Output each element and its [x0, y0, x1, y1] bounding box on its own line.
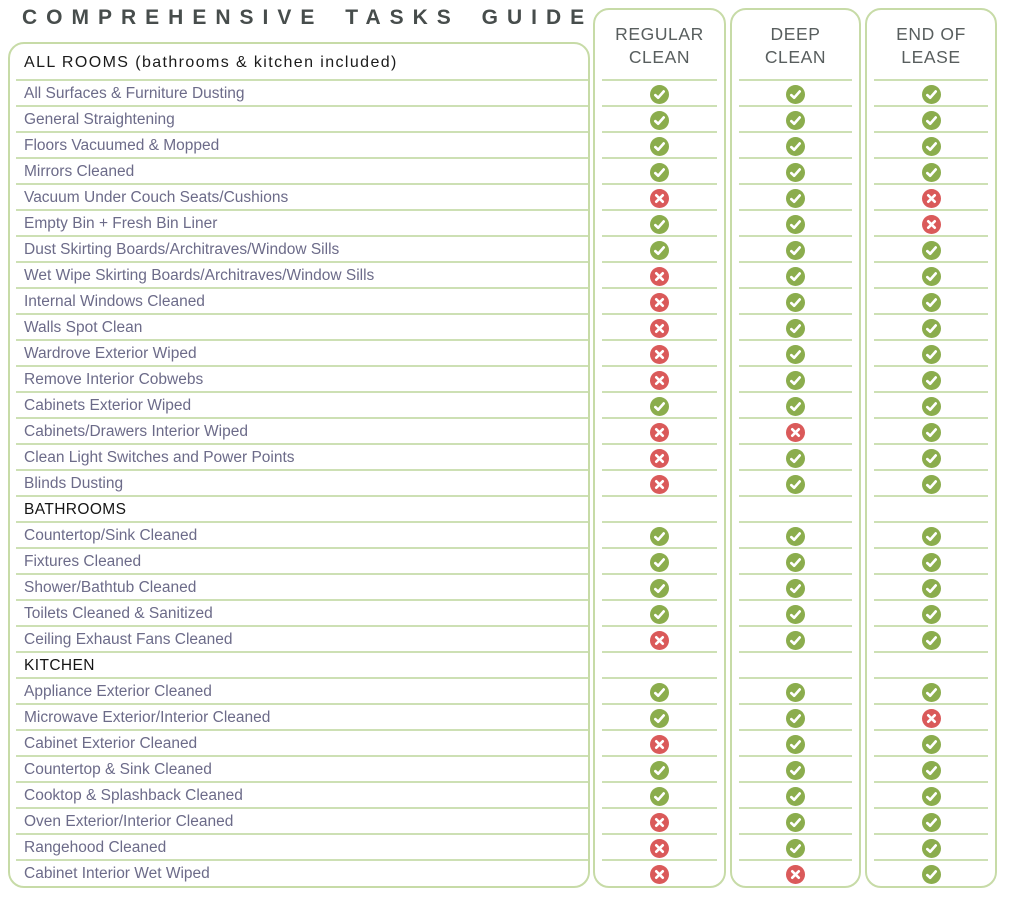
check-circle-icon — [786, 111, 805, 130]
check-circle-icon — [922, 579, 941, 598]
mark-cell — [595, 627, 724, 653]
cross-circle-icon — [650, 839, 669, 858]
check-circle-icon — [786, 371, 805, 390]
check-circle-icon — [650, 137, 669, 156]
mark-cell — [867, 471, 995, 497]
cross-circle-icon — [650, 345, 669, 364]
mark-cell — [595, 757, 724, 783]
mark-cell — [867, 601, 995, 627]
check-circle-icon — [786, 189, 805, 208]
check-circle-icon — [922, 111, 941, 130]
task-label: Cabinet Exterior Cleaned — [24, 735, 198, 752]
mark-cell — [732, 757, 859, 783]
mark-cell — [732, 549, 859, 575]
column-header-line: REGULAR — [615, 24, 704, 45]
task-row — [10, 263, 588, 289]
task-row — [10, 107, 588, 133]
task-label: Dust Skirting Boards/Architraves/Window Sills — [24, 241, 340, 258]
check-circle-icon — [786, 683, 805, 702]
mark-cell — [867, 445, 995, 471]
mark-cell — [732, 783, 859, 809]
section-row — [10, 653, 588, 679]
task-label: Rangehood Cleaned — [24, 839, 167, 856]
mark-cell — [732, 653, 859, 679]
mark-cell — [595, 471, 724, 497]
mark-cell — [732, 861, 859, 887]
check-circle-icon — [922, 137, 941, 156]
cross-circle-icon — [922, 215, 941, 234]
task-row — [10, 289, 588, 315]
mark-cell — [595, 263, 724, 289]
mark-cell — [867, 211, 995, 237]
mark-cell — [867, 107, 995, 133]
task-label: Cabinet Interior Wet Wiped — [24, 865, 210, 882]
check-circle-icon — [922, 735, 941, 754]
task-label: Toilets Cleaned & Sanitized — [24, 605, 213, 622]
mark-cell — [595, 679, 724, 705]
mark-cell — [867, 783, 995, 809]
cross-circle-icon — [650, 423, 669, 442]
mark-cell — [595, 289, 724, 315]
column-header-line: LEASE — [901, 46, 961, 67]
mark-cell — [867, 497, 995, 523]
column-header-regular-clean — [595, 10, 724, 81]
mark-cell — [867, 679, 995, 705]
check-circle-icon — [922, 397, 941, 416]
task-row — [10, 757, 588, 783]
cross-circle-icon — [650, 189, 669, 208]
cross-circle-icon — [650, 865, 669, 884]
cross-circle-icon — [650, 449, 669, 468]
mark-cell — [595, 497, 724, 523]
check-circle-icon — [650, 761, 669, 780]
task-row — [10, 315, 588, 341]
mark-cell — [732, 601, 859, 627]
mark-cell — [732, 393, 859, 419]
check-circle-icon — [786, 553, 805, 572]
mark-cell — [595, 835, 724, 861]
task-row — [10, 679, 588, 705]
mark-cell — [595, 211, 724, 237]
mark-cell — [732, 419, 859, 445]
task-label: Fixtures Cleaned — [24, 553, 142, 570]
task-row — [10, 549, 588, 575]
check-circle-icon — [922, 865, 941, 884]
check-circle-icon — [786, 709, 805, 728]
task-label: Walls Spot Clean — [24, 319, 143, 336]
mark-cell — [867, 705, 995, 731]
check-circle-icon — [922, 423, 941, 442]
column-header-line: END OF — [896, 24, 966, 45]
mark-cell — [732, 367, 859, 393]
column-end-of-lease — [865, 8, 997, 888]
mark-cell — [732, 107, 859, 133]
task-row — [10, 471, 588, 497]
mark-cell — [732, 211, 859, 237]
check-circle-icon — [922, 293, 941, 312]
task-row — [10, 341, 588, 367]
mark-cell — [867, 263, 995, 289]
column-deep-clean — [730, 8, 861, 888]
task-row — [10, 185, 588, 211]
task-row — [10, 835, 588, 861]
mark-cell — [732, 731, 859, 757]
mark-cell — [867, 627, 995, 653]
task-label: Ceiling Exhaust Fans Cleaned — [24, 631, 233, 648]
task-row — [10, 393, 588, 419]
section-label: KITCHEN — [24, 657, 95, 674]
mark-cell — [867, 393, 995, 419]
task-label: General Straightening — [24, 111, 175, 128]
task-row — [10, 783, 588, 809]
task-label: Clean Light Switches and Power Points — [24, 449, 295, 466]
mark-cell — [595, 861, 724, 887]
mark-cell — [595, 185, 724, 211]
mark-cell — [732, 523, 859, 549]
check-circle-icon — [922, 553, 941, 572]
task-label: Wet Wipe Skirting Boards/Architraves/Window Sills — [24, 267, 375, 284]
cross-circle-icon — [650, 735, 669, 754]
cross-circle-icon — [650, 267, 669, 286]
mark-cell — [867, 367, 995, 393]
check-circle-icon — [922, 683, 941, 702]
mark-cell — [732, 81, 859, 107]
check-circle-icon — [650, 215, 669, 234]
mark-cell — [867, 237, 995, 263]
check-circle-icon — [922, 319, 941, 338]
check-circle-icon — [786, 787, 805, 806]
check-circle-icon — [922, 787, 941, 806]
mark-cell — [732, 289, 859, 315]
check-circle-icon — [922, 163, 941, 182]
check-circle-icon — [786, 813, 805, 832]
task-label: Wardrove Exterior Wiped — [24, 345, 197, 362]
cross-circle-icon — [650, 813, 669, 832]
mark-cell — [732, 315, 859, 341]
cross-circle-icon — [786, 865, 805, 884]
check-circle-icon — [786, 293, 805, 312]
check-circle-icon — [786, 839, 805, 858]
check-circle-icon — [786, 319, 805, 338]
mark-cell — [732, 809, 859, 835]
task-row — [10, 575, 588, 601]
section-row — [10, 497, 588, 523]
mark-cell — [867, 861, 995, 887]
mark-cell — [732, 835, 859, 861]
task-row — [10, 159, 588, 185]
mark-cell — [867, 185, 995, 211]
task-row — [10, 419, 588, 445]
mark-cell — [867, 835, 995, 861]
check-circle-icon — [650, 553, 669, 572]
mark-cell — [595, 341, 724, 367]
column-header-deep-clean — [732, 10, 859, 81]
mark-cell — [867, 341, 995, 367]
page-title: COMPREHENSIVE TASKS GUIDE — [22, 6, 594, 29]
cross-circle-icon — [650, 293, 669, 312]
mark-cell — [595, 133, 724, 159]
column-header-line: CLEAN — [764, 46, 827, 67]
task-row — [10, 523, 588, 549]
check-circle-icon — [650, 709, 669, 728]
cross-circle-icon — [922, 709, 941, 728]
task-row — [10, 809, 588, 835]
task-label: All Surfaces & Furniture Dusting — [24, 85, 245, 102]
task-row — [10, 731, 588, 757]
task-label: Blinds Dusting — [24, 475, 124, 492]
check-circle-icon — [922, 839, 941, 858]
mark-cell — [732, 471, 859, 497]
check-circle-icon — [650, 527, 669, 546]
mark-cell — [595, 159, 724, 185]
mark-cell — [867, 653, 995, 679]
mark-cell — [595, 315, 724, 341]
check-circle-icon — [786, 761, 805, 780]
mark-cell — [595, 367, 724, 393]
mark-rows-deep-clean — [732, 81, 859, 887]
task-row — [10, 445, 588, 471]
column-header-end-of-lease — [867, 10, 995, 81]
mark-cell — [732, 445, 859, 471]
mark-cell — [867, 809, 995, 835]
task-label: Shower/Bathtub Cleaned — [24, 579, 197, 596]
mark-cell — [595, 393, 724, 419]
check-circle-icon — [786, 579, 805, 598]
mark-cell — [732, 133, 859, 159]
mark-cell — [595, 237, 724, 263]
task-rows — [10, 81, 588, 887]
column-header-line: DEEP — [770, 24, 821, 45]
task-row — [10, 81, 588, 107]
task-row — [10, 627, 588, 653]
check-circle-icon — [922, 761, 941, 780]
check-circle-icon — [786, 735, 805, 754]
check-circle-icon — [650, 163, 669, 182]
task-row — [10, 705, 588, 731]
mark-cell — [595, 445, 724, 471]
check-circle-icon — [786, 137, 805, 156]
mark-cell — [867, 549, 995, 575]
tasks-panel — [8, 42, 590, 888]
mark-cell — [732, 185, 859, 211]
mark-cell — [732, 497, 859, 523]
check-circle-icon — [650, 111, 669, 130]
mark-cell — [595, 419, 724, 445]
mark-cell — [867, 133, 995, 159]
cross-circle-icon — [786, 423, 805, 442]
check-circle-icon — [922, 813, 941, 832]
check-circle-icon — [786, 215, 805, 234]
mark-cell — [595, 653, 724, 679]
check-circle-icon — [922, 241, 941, 260]
mark-cell — [595, 601, 724, 627]
check-circle-icon — [922, 605, 941, 624]
column-regular-clean — [593, 8, 726, 888]
task-label: Empty Bin + Fresh Bin Liner — [24, 215, 218, 232]
section-label: BATHROOMS — [24, 501, 127, 518]
mark-rows-regular-clean — [595, 81, 724, 887]
mark-cell — [867, 315, 995, 341]
mark-cell — [595, 705, 724, 731]
cross-circle-icon — [650, 371, 669, 390]
task-label: Countertop/Sink Cleaned — [24, 527, 198, 544]
mark-cell — [595, 107, 724, 133]
mark-cell — [595, 809, 724, 835]
task-label: Vacuum Under Couch Seats/Cushions — [24, 189, 289, 206]
task-row — [10, 367, 588, 393]
mark-rows-end-of-lease — [867, 81, 995, 887]
mark-cell — [867, 159, 995, 185]
task-row — [10, 861, 588, 887]
task-label: Remove Interior Cobwebs — [24, 371, 204, 388]
mark-cell — [595, 549, 724, 575]
check-circle-icon — [786, 85, 805, 104]
check-circle-icon — [922, 371, 941, 390]
check-circle-icon — [786, 267, 805, 286]
mark-cell — [595, 575, 724, 601]
mark-cell — [595, 523, 724, 549]
mark-cell — [732, 575, 859, 601]
mark-cell — [595, 731, 724, 757]
task-row — [10, 237, 588, 263]
task-label: Oven Exterior/Interior Cleaned — [24, 813, 234, 830]
mark-cell — [732, 263, 859, 289]
mark-cell — [732, 341, 859, 367]
check-circle-icon — [786, 475, 805, 494]
mark-cell — [867, 757, 995, 783]
check-circle-icon — [650, 787, 669, 806]
check-circle-icon — [650, 397, 669, 416]
cross-circle-icon — [650, 319, 669, 338]
task-row — [10, 133, 588, 159]
mark-cell — [867, 289, 995, 315]
check-circle-icon — [922, 449, 941, 468]
check-circle-icon — [650, 683, 669, 702]
mark-cell — [867, 523, 995, 549]
check-circle-icon — [786, 163, 805, 182]
mark-cell — [732, 627, 859, 653]
check-circle-icon — [650, 605, 669, 624]
mark-cell — [732, 237, 859, 263]
mark-cell — [867, 575, 995, 601]
task-label: Cabinets Exterior Wiped — [24, 397, 192, 414]
mark-cell — [867, 81, 995, 107]
task-label: Cabinets/Drawers Interior Wiped — [24, 423, 248, 440]
check-circle-icon — [650, 85, 669, 104]
check-circle-icon — [786, 241, 805, 260]
check-circle-icon — [650, 241, 669, 260]
task-label: Cooktop & Splashback Cleaned — [24, 787, 243, 804]
cross-circle-icon — [650, 475, 669, 494]
mark-cell — [867, 731, 995, 757]
task-label: Countertop & Sink Cleaned — [24, 761, 212, 778]
table-header: ALL ROOMS (bathrooms & kitchen included) — [10, 44, 588, 81]
cross-circle-icon — [922, 189, 941, 208]
task-label: Internal Windows Cleaned — [24, 293, 205, 310]
task-label: Appliance Exterior Cleaned — [24, 683, 212, 700]
check-circle-icon — [650, 579, 669, 598]
cross-circle-icon — [650, 631, 669, 650]
task-label: Mirrors Cleaned — [24, 163, 135, 180]
mark-cell — [867, 419, 995, 445]
mark-cell — [732, 679, 859, 705]
check-circle-icon — [922, 85, 941, 104]
column-header-line: CLEAN — [628, 46, 691, 67]
mark-cell — [732, 159, 859, 185]
check-circle-icon — [786, 345, 805, 364]
check-circle-icon — [786, 527, 805, 546]
check-circle-icon — [922, 267, 941, 286]
check-circle-icon — [922, 475, 941, 494]
check-circle-icon — [922, 527, 941, 546]
task-label: Microwave Exterior/Interior Cleaned — [24, 709, 271, 726]
check-circle-icon — [786, 605, 805, 624]
check-circle-icon — [786, 397, 805, 416]
check-circle-icon — [786, 449, 805, 468]
task-row — [10, 601, 588, 627]
mark-cell — [732, 705, 859, 731]
mark-cell — [595, 81, 724, 107]
task-label: Floors Vacuumed & Mopped — [24, 137, 220, 154]
check-circle-icon — [786, 631, 805, 650]
check-circle-icon — [922, 345, 941, 364]
check-circle-icon — [922, 631, 941, 650]
mark-cell — [595, 783, 724, 809]
task-row — [10, 211, 588, 237]
